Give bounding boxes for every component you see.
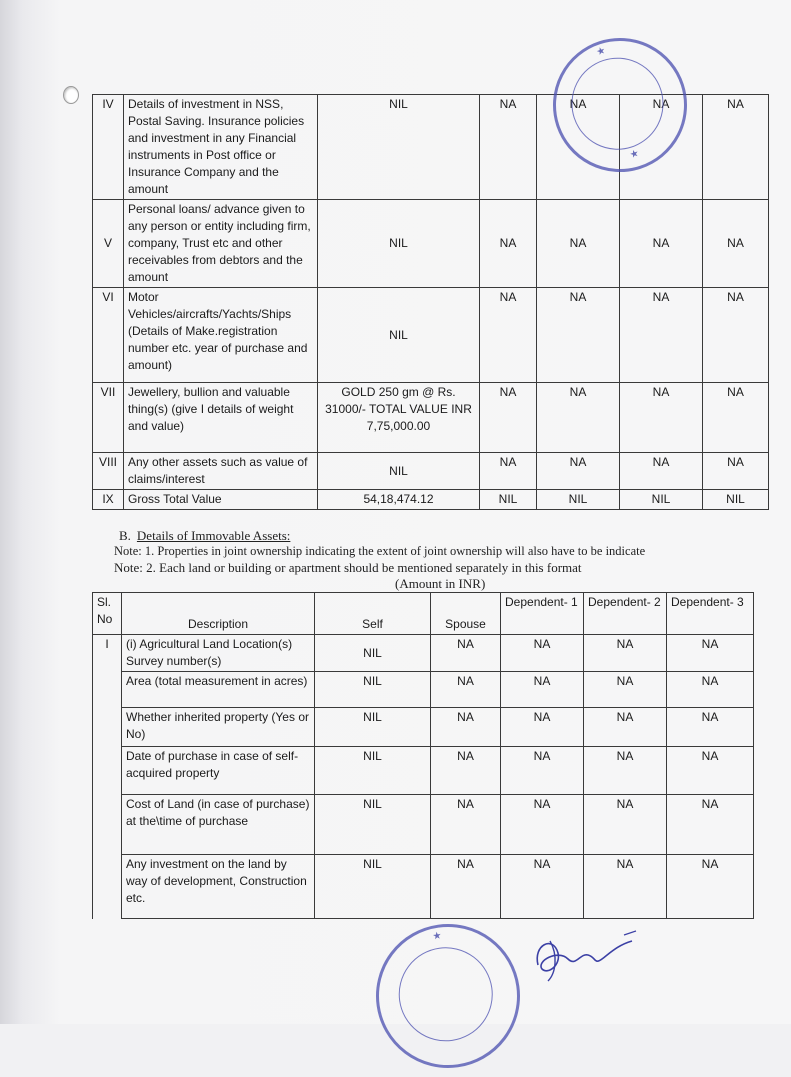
row-number: VI: [93, 288, 124, 383]
self-value: NIL: [315, 635, 431, 672]
dependent1-value: NA: [537, 200, 620, 288]
table-row: [93, 383, 769, 453]
row-number: VII: [93, 383, 124, 453]
header-dependent-2: Dependent- 2: [584, 593, 667, 635]
self-value: NIL: [315, 795, 431, 855]
dependent2-value: NA: [584, 672, 667, 708]
dependent1-value: NA: [501, 747, 584, 795]
header-description-label: Description: [187, 617, 249, 631]
table-row: [93, 453, 769, 490]
self-value: NIL: [318, 288, 480, 383]
header-self: [315, 593, 431, 635]
dependent1-value: NIL: [537, 490, 620, 510]
row-description: Any other assets such as value of claims/interest: [124, 453, 318, 490]
self-value: NIL: [318, 95, 480, 200]
dependent1-value: NA: [501, 855, 584, 919]
spouse-value: NA: [431, 795, 501, 855]
page-fold-shadow: [0, 0, 22, 1024]
table-row: [93, 635, 754, 672]
row-description: Gross Total Value: [124, 490, 318, 510]
dependent3-value: NA: [667, 747, 754, 795]
spouse-value: NA: [431, 855, 501, 919]
spouse-value: NA: [480, 95, 537, 200]
spouse-value: NIL: [480, 490, 537, 510]
note-1: Note: 1. Properties in joint ownership indicating the extent of joint ownership will also have to be indicate: [114, 544, 646, 558]
dependent2-value: NA: [620, 200, 703, 288]
self-value: GOLD 250 gm @ Rs. 31000/- TOTAL VALUE INR 7,75,000.00: [318, 383, 480, 453]
self-value: NIL: [315, 855, 431, 919]
dependent3-value: NIL: [703, 490, 769, 510]
amount-unit: (Amount in INR): [395, 576, 486, 591]
table-row: [93, 288, 769, 383]
seal-star-icon: ★: [628, 147, 641, 162]
group-number: I: [93, 635, 122, 919]
spouse-value: NA: [431, 672, 501, 708]
spouse-value: NA: [431, 747, 501, 795]
table-row: [93, 672, 754, 708]
self-value: NIL: [315, 672, 431, 708]
row-description: (i) Agricultural Land Location(s) Survey number(s): [122, 635, 315, 672]
table-row: [93, 795, 754, 855]
dependent3-value: NA: [703, 453, 769, 490]
dependent2-value: NA: [584, 747, 667, 795]
dependent2-value: NA: [584, 855, 667, 919]
dependent1-value: NA: [537, 95, 620, 200]
row-number: V: [93, 200, 124, 288]
spouse-value: NA: [480, 383, 537, 453]
dependent1-value: NA: [537, 453, 620, 490]
dependent2-value: NIL: [620, 490, 703, 510]
row-number: IX: [93, 490, 124, 510]
dependent1-value: NA: [537, 383, 620, 453]
table-row: [93, 855, 754, 919]
dependent2-value: NA: [584, 635, 667, 672]
dependent2-value: NA: [584, 795, 667, 855]
header-spouse-label: Spouse: [445, 617, 486, 631]
dependent3-value: NA: [667, 635, 754, 672]
spouse-value: NA: [480, 200, 537, 288]
self-value: NIL: [315, 708, 431, 747]
dependent2-value: NA: [620, 383, 703, 453]
row-number: VIII: [93, 453, 124, 490]
dependent3-value: NA: [667, 708, 754, 747]
seal-inner-ring: [560, 46, 676, 162]
section-b-title: Details of Immovable Assets:: [136, 528, 291, 543]
header-self-label: Self: [362, 617, 383, 631]
row-description: Whether inherited property (Yes or No): [122, 708, 315, 747]
dependent3-value: NA: [703, 288, 769, 383]
dependent2-value: NA: [620, 288, 703, 383]
dependent3-value: NA: [703, 200, 769, 288]
row-description: Date of purchase in case of self-acquired property: [122, 747, 315, 795]
header-row: [93, 593, 754, 635]
movable-assets-table: [92, 94, 769, 510]
table-row: [93, 490, 769, 510]
dependent2-value: NA: [620, 95, 703, 200]
row-description: Details of investment in NSS, Postal Saving. Insurance policies and investment in any Financial instruments in Post office or Insurance Company and the amount: [124, 95, 318, 200]
section-b-label: B.: [119, 528, 131, 543]
dependent3-value: NA: [667, 795, 754, 855]
table-row: [93, 747, 754, 795]
seal-star-icon: ★: [595, 45, 608, 59]
note-2: Note: 2. Each land or building or apartment should be mentioned separately in this format: [114, 560, 582, 575]
seal-star-icon: ★: [431, 930, 443, 943]
immovable-assets-table: [92, 592, 754, 919]
row-description: Cost of Land (in case of purchase) at the\time of purchase: [122, 795, 315, 855]
self-value: 54,18,474.12: [318, 490, 480, 510]
header-spouse: [431, 593, 501, 635]
dependent3-value: NA: [667, 855, 754, 919]
row-description: Any investment on the land by way of development, Construction etc.: [122, 855, 315, 919]
dependent1-value: NA: [501, 672, 584, 708]
dependent1-value: NA: [501, 708, 584, 747]
dependent3-value: NA: [703, 95, 769, 200]
dependent3-value: NA: [703, 383, 769, 453]
self-value: NIL: [315, 747, 431, 795]
self-value: NIL: [318, 453, 480, 490]
spouse-value: NA: [431, 708, 501, 747]
row-description: Motor Vehicles/aircrafts/Yachts/Ships (Details of Make.registration number etc. year of purchase and amount): [124, 288, 318, 383]
header-description: [122, 593, 315, 635]
header-sl-no: Sl. No: [93, 593, 122, 635]
dependent1-value: NA: [501, 635, 584, 672]
table-row: [93, 708, 754, 747]
dependent2-value: NA: [584, 708, 667, 747]
row-number: IV: [93, 95, 124, 200]
seal-inner-ring: [393, 941, 499, 1047]
self-value: NIL: [318, 200, 480, 288]
section-b-heading: [119, 528, 290, 544]
header-dependent-1: Dependent- 1: [501, 593, 584, 635]
spouse-value: NA: [480, 288, 537, 383]
row-description: Area (total measurement in acres): [122, 672, 315, 708]
table-row: [93, 200, 769, 288]
dependent3-value: NA: [667, 672, 754, 708]
row-description: Personal loans/ advance given to any person or entity including firm, company, Trust etc and other receivables from debtors and the amount: [124, 200, 318, 288]
header-dependent-3: Dependent- 3: [667, 593, 754, 635]
row-description: Jewellery, bullion and valuable thing(s) (give I details of weight and value): [124, 383, 318, 453]
punch-hole: [63, 86, 79, 104]
spouse-value: NA: [480, 453, 537, 490]
signature-icon: [528, 925, 638, 985]
dependent1-value: NA: [501, 795, 584, 855]
spouse-value: NA: [431, 635, 501, 672]
dependent2-value: NA: [620, 453, 703, 490]
dependent1-value: NA: [537, 288, 620, 383]
